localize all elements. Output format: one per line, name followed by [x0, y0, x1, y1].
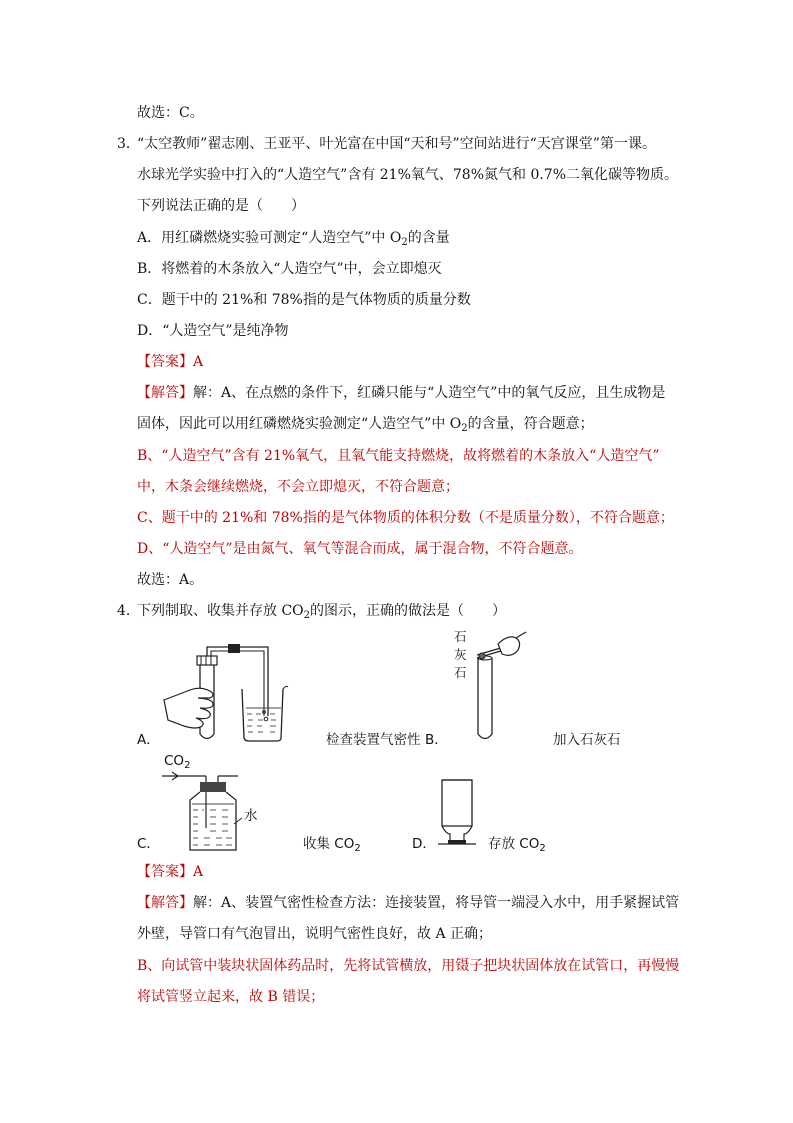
airtightness-apparatus-illustration — [160, 642, 290, 747]
q3-option-d: D．“人造空气”是纯净物 — [137, 323, 289, 339]
fig-c-label: C． — [137, 836, 160, 852]
q3-explain-line-4: 中，木条会继续燃烧，不会立即熄灭，不符合题意； — [137, 479, 459, 495]
q3-option-a: A．用红磷燃烧实验可测定“人造空气”中 $O_2$的含量 — [137, 230, 450, 248]
q3-number: 3． — [117, 136, 140, 152]
q4-explain-line-2: 外壁，导管口有气泡冒出，说明气密性良好，故 A 正确； — [137, 926, 493, 942]
inverted-gas-jar-illustration — [432, 776, 482, 851]
q4-explain-line-1: 【解答】解：A、装置气密性检查方法：连接装置，将导管一端浸入水中，用手紧握试管 — [137, 895, 680, 911]
q4-explain-line-4: 将试管竖立起来，故 B 错误； — [137, 989, 325, 1005]
fig-c-water-label: 水 — [244, 808, 258, 824]
q3-explain-line-6: D、“人造空气”是由氮气、氧气等混合而成，属于混合物，不符合题意。 — [137, 541, 583, 557]
q3-stem-line-1: “太空教师”翟志刚、王亚平、叶光富在中国“天和号”空间站进行“天宫课堂”第一课。 — [137, 136, 656, 152]
fig-a-caption: 检查装置气密性 — [326, 732, 421, 748]
q3-answer: 【答案】A — [137, 354, 204, 370]
q4-explain-line-3: B、向试管中装块状固体药品时，先将试管横放，用镊子把块状固体放在试管口，再慢慢 — [137, 958, 680, 974]
fig-c-gas-label: $CO_2$ — [164, 753, 191, 771]
fig-a-label: A． — [137, 732, 160, 748]
q3-explain-label: 【解答】 — [137, 385, 193, 401]
q3-final-choice: 故选：A。 — [137, 572, 204, 588]
q3-explain-line-5: C、题干中的 21%和 78%指的是气体物质的体积分数（不是质量分数），不符合题意； — [137, 510, 674, 526]
q3-explain-line-3: B、“人造空气”含有 21%氧气，且氧气能支持燃烧，故将燃着的木条放入“人造空气” — [137, 448, 660, 464]
fig-b-caption: 加入石灰石 — [553, 732, 621, 748]
q4-answer: 【答案】A — [137, 864, 204, 880]
prev-answer-line: 故选：C。 — [137, 105, 204, 121]
q3-option-c: C．题干中的 21%和 78%指的是气体物质的质量分数 — [137, 292, 471, 308]
q3-explain-line-1: 【解答】解：A、在点燃的条件下，红磷只能与“人造空气”中的氧气反应，且生成物是 — [137, 385, 666, 401]
q3-stem-line-3: 下列说法正确的是（ ） — [137, 198, 305, 214]
q4-explain-label: 【解答】 — [137, 895, 193, 911]
fig-d-caption: 存放 $CO_2$ — [488, 836, 546, 854]
fig-b-vertical-text: 石 灰 石 — [454, 629, 467, 680]
test-tube-tweezers-illustration — [468, 630, 528, 745]
q3-stem-line-2: 水球光学实验中打入的“人造空气”含有 21%氧气、78%氮气和 0.7%二氧化碳等物质。 — [137, 167, 679, 183]
fig-d-label: D． — [412, 836, 436, 852]
q3-explain-line-2: 固体，因此可以用红磷燃烧实验测定“人造空气”中 $O_2$的含量，符合题意； — [137, 416, 594, 434]
fig-c-caption: 收集 $CO_2$ — [303, 836, 361, 854]
q3-option-b: B．将燃着的木条放入“人造空气”中，会立即熄灭 — [137, 261, 442, 277]
q4-stem: 下列制取、收集并存放 $CO_2$的图示，正确的做法是（ ） — [137, 603, 507, 621]
q4-number: 4． — [117, 603, 140, 619]
fig-b-label: B． — [425, 732, 448, 748]
